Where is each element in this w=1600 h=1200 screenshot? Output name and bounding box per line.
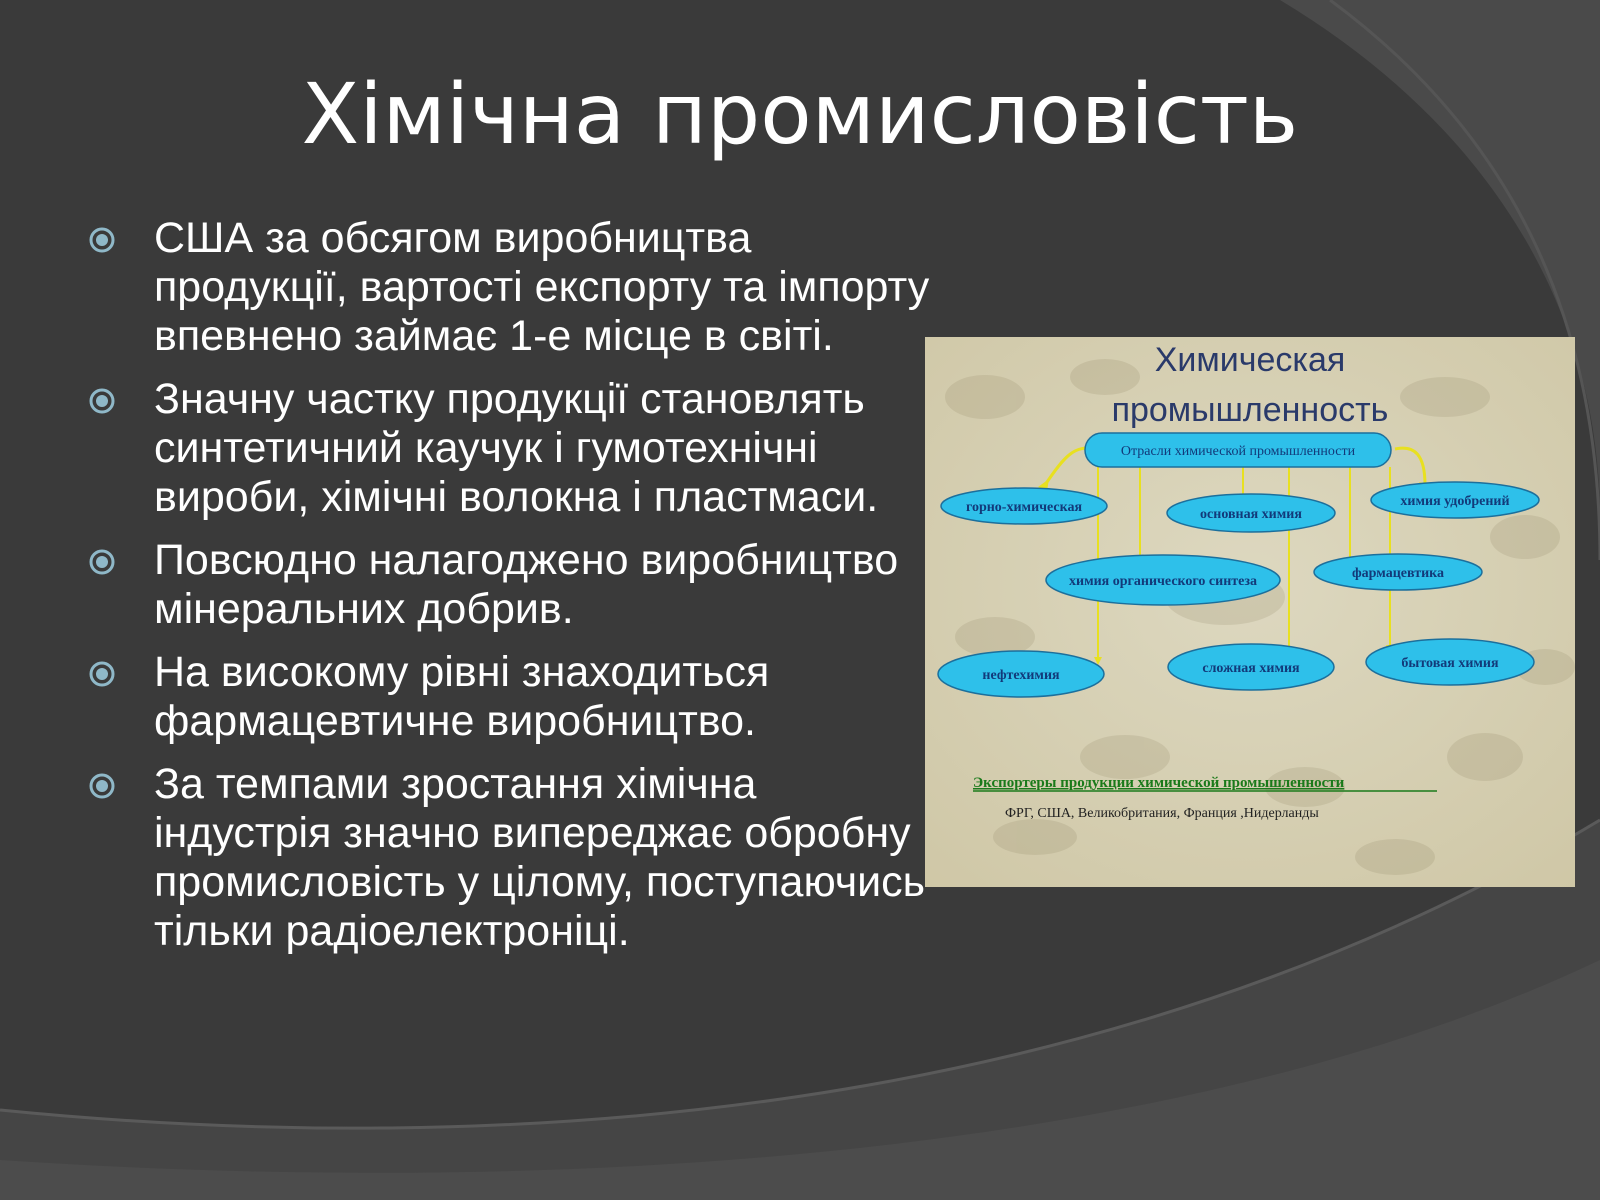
circled-dot-icon	[88, 226, 116, 254]
exporters-list: ФРГ, США, Великобритания, Франция ,Нидерланды	[1005, 806, 1319, 821]
diagram-title-line2: промышленность	[1111, 391, 1389, 429]
circled-dot-icon	[88, 660, 116, 688]
root-node-label: Отрасли химической промышленности	[1120, 444, 1356, 459]
circled-dot-icon	[88, 772, 116, 800]
diagram-image	[925, 337, 1575, 887]
bullet-item	[88, 648, 938, 746]
node-pharma-label: фармацевтика	[1352, 566, 1444, 581]
bullet-text: На високому рівні знаходиться фармацевтичне виробництво.	[154, 648, 770, 745]
exporters-heading: Экспортеры продукции химической промышленности	[973, 775, 1345, 791]
bullet-text: США за обсягом виробництва продукції, вартості експорту та імпорту впевнено займає 1-е місце в світі.	[154, 214, 930, 360]
slide-title: Хімічна промисловість	[301, 65, 1299, 163]
node-petro-label: нефтехимия	[982, 668, 1060, 683]
bullet-list	[88, 214, 938, 970]
node-organic-label: химия органического синтеза	[1069, 574, 1257, 589]
chemical-industry-diagram	[925, 337, 1575, 887]
circled-dot-icon	[88, 387, 116, 415]
bullet-text: За темпами зростання хімічна індустрія значно випереджає обробну промисловість у цілому, поступаючись тільки радіоелектроніці.	[154, 760, 926, 955]
circled-dot-icon	[88, 548, 116, 576]
bullet-item	[88, 536, 938, 634]
node-fertilizer-label: химия удобрений	[1400, 494, 1510, 509]
bullet-item	[88, 375, 938, 522]
node-basic-label: основная химия	[1200, 507, 1302, 522]
node-complex-label: сложная химия	[1202, 661, 1300, 676]
bullet-text: Значну частку продукції становлять синтетичний каучук і гумотехнічні вироби, хімічні волокна і пластмаси.	[154, 375, 879, 521]
bullet-text: Повсюдно налагоджено виробництво мінеральних добрив.	[154, 536, 899, 633]
node-household-label: бытовая химия	[1401, 656, 1499, 671]
diagram-title-line1: Химическая	[1154, 341, 1346, 379]
bullet-item	[88, 214, 938, 361]
node-mining-label: горно-химическая	[965, 500, 1083, 515]
bullet-item	[88, 760, 938, 956]
